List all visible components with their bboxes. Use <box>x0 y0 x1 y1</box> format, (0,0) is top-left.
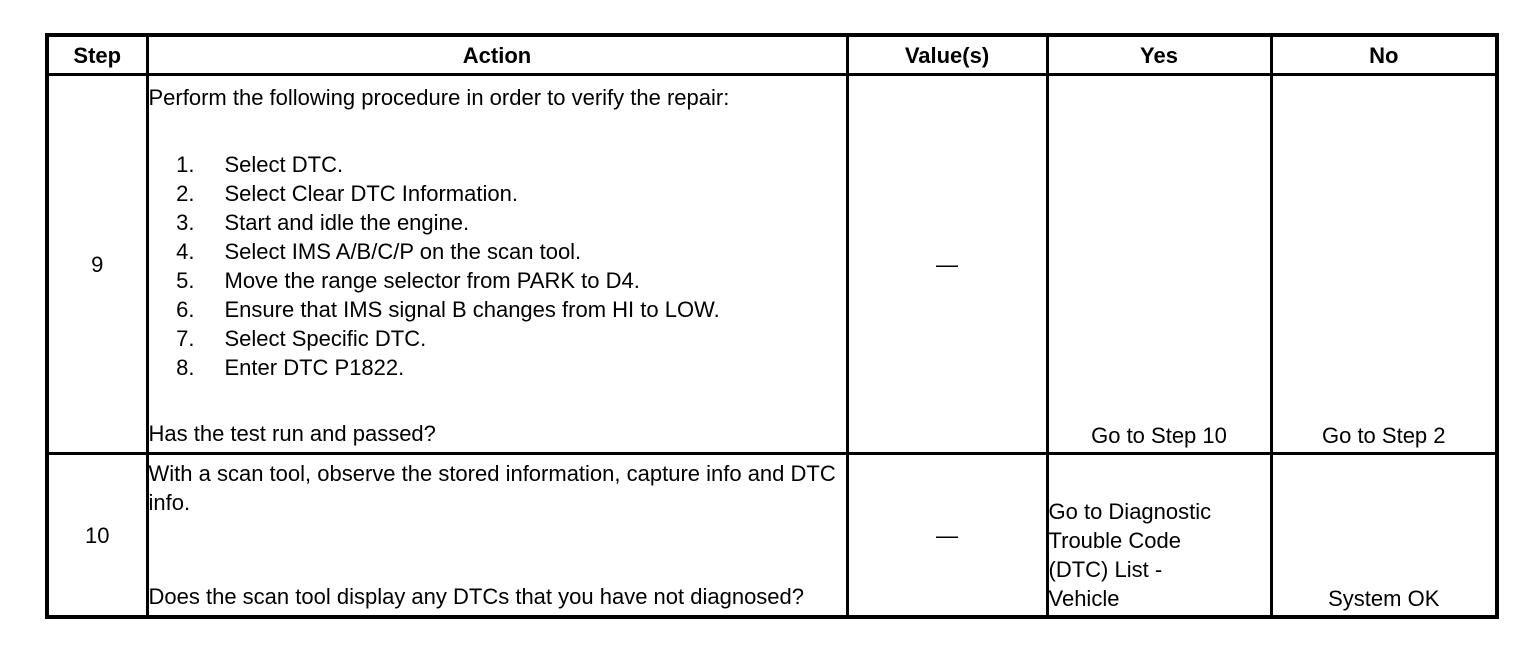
header-row <box>47 35 1497 75</box>
action-question: Does the scan tool display any DTCs that you have not diagnosed? <box>148 584 805 609</box>
yes-result: Go to Diagnostic Trouble Code (DTC) List - Vehicle <box>1047 454 1271 618</box>
header-yes: Yes <box>1047 35 1271 75</box>
yes-result: Go to Step 10 <box>1047 75 1271 454</box>
list-item: 5. Move the range selector from PARK to D4. <box>176 268 640 293</box>
step-number: 9 <box>47 75 147 454</box>
action-cell <box>147 454 847 618</box>
action-cell <box>147 75 847 454</box>
action-intro: With a scan tool, observe the stored information, capture info and DTC info. <box>148 461 836 515</box>
header-no: No <box>1271 35 1497 75</box>
diagnostic-table <box>45 33 1499 619</box>
header-values: Value(s) <box>847 35 1047 75</box>
action-question: Has the test run and passed? <box>148 421 436 446</box>
list-item: 4. Select IMS A/B/C/P on the scan tool. <box>176 239 582 264</box>
list-item: 6. Ensure that IMS signal B changes from HI to LOW. <box>176 297 720 322</box>
no-result: Go to Step 2 <box>1271 75 1497 454</box>
procedure-list <box>149 150 846 382</box>
table-row-step-10 <box>47 454 1497 618</box>
list-item: 2. Select Clear DTC Information. <box>176 181 518 206</box>
list-item: 7. Select Specific DTC. <box>176 326 427 351</box>
list-item: 8. Enter DTC P1822. <box>176 355 405 380</box>
table-row-step-9 <box>47 75 1497 454</box>
step-number: 10 <box>47 454 147 618</box>
header-step: Step <box>47 35 147 75</box>
list-item: 1. Select DTC. <box>176 152 344 177</box>
value-cell: — <box>847 75 1047 454</box>
action-intro: Perform the following procedure in order to verify the repair: <box>148 85 730 110</box>
header-action: Action <box>147 35 847 75</box>
list-item: 3. Start and idle the engine. <box>176 210 470 235</box>
value-cell: — <box>847 454 1047 618</box>
no-result: System OK <box>1271 454 1497 618</box>
